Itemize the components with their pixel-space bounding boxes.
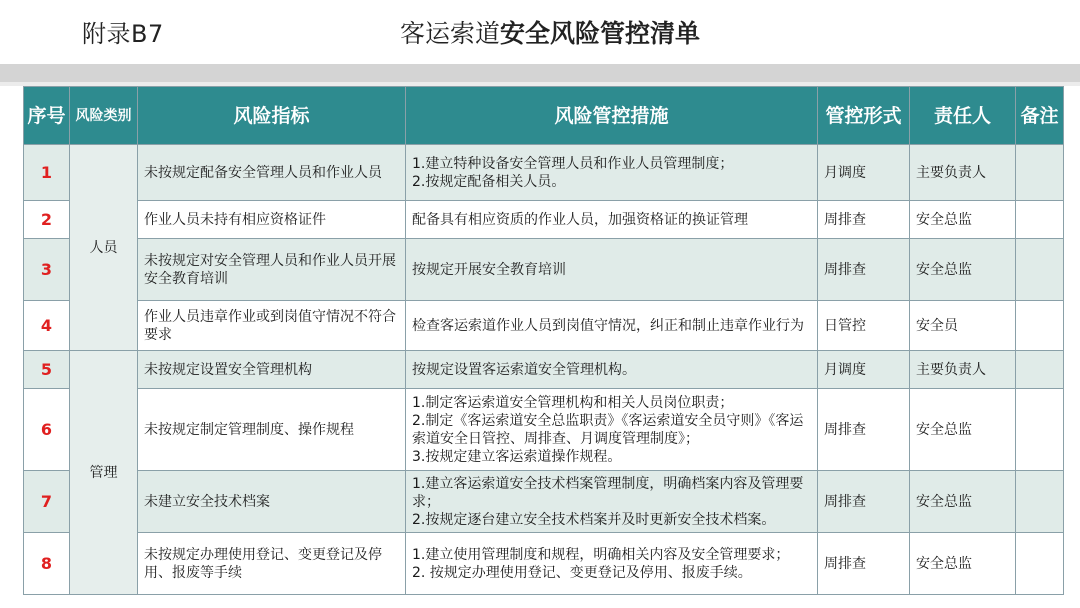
responsible-person: 安全员	[910, 301, 1016, 351]
header-form: 管控形式	[818, 87, 910, 145]
responsible-person: 安全总监	[910, 471, 1016, 533]
measure-line: 按规定开展安全教育培训	[412, 261, 566, 278]
control-form: 周排查	[818, 533, 910, 595]
row-number: 4	[24, 301, 70, 351]
table-row	[24, 201, 1064, 239]
control-form: 日管控	[818, 301, 910, 351]
control-measures	[406, 351, 818, 389]
header-category: 风险类别	[70, 87, 138, 145]
measure-line: 2.按规定逐台建立安全技术档案并及时更新安全技术档案。	[412, 511, 776, 528]
measure-line: 按规定设置客运索道安全管理机构。	[412, 361, 636, 378]
measure-line: 2.制定《客运索道安全总监职责》《客运索道安全员守则》《客运索道安全日管控、周排查、月调度管理制度》；	[412, 412, 804, 447]
table-row	[24, 239, 1064, 301]
control-form: 月调度	[818, 351, 910, 389]
remark-cell	[1016, 301, 1064, 351]
remark-cell	[1016, 471, 1064, 533]
responsible-person: 主要负责人	[910, 351, 1016, 389]
row-number: 5	[24, 351, 70, 389]
table-row	[24, 301, 1064, 351]
responsible-person: 安全总监	[910, 389, 1016, 471]
row-number: 1	[24, 145, 70, 201]
control-measures	[406, 389, 818, 471]
risk-indicator: 未按规定对安全管理人员和作业人员开展安全教育培训	[138, 239, 406, 301]
risk-indicator: 作业人员违章作业或到岗值守情况不符合要求	[138, 301, 406, 351]
risk-indicator: 未按规定制定管理制度、操作规程	[138, 389, 406, 471]
remark-cell	[1016, 201, 1064, 239]
row-number: 3	[24, 239, 70, 301]
responsible-person: 安全总监	[910, 239, 1016, 301]
risk-indicator: 作业人员未持有相应资格证件	[138, 201, 406, 239]
measure-line: 1.建立使用管理制度和规程，明确相关内容及安全管理要求；	[412, 546, 790, 563]
table-header-row	[24, 87, 1064, 145]
risk-control-table	[23, 86, 1064, 595]
responsible-person: 安全总监	[910, 201, 1016, 239]
header-no: 序号	[24, 87, 70, 145]
table-row	[24, 351, 1064, 389]
control-measures	[406, 145, 818, 201]
responsible-person: 安全总监	[910, 533, 1016, 595]
measure-line: 3.按规定建立客运索道操作规程。	[412, 448, 622, 465]
remark-cell	[1016, 533, 1064, 595]
risk-indicator: 未按规定设置安全管理机构	[138, 351, 406, 389]
slide-header	[0, 0, 1080, 64]
control-form: 周排查	[818, 239, 910, 301]
remark-cell	[1016, 351, 1064, 389]
table-row	[24, 533, 1064, 595]
remark-cell	[1016, 239, 1064, 301]
row-number: 6	[24, 389, 70, 471]
row-number: 7	[24, 471, 70, 533]
page-title	[400, 14, 700, 50]
control-measures	[406, 533, 818, 595]
measure-line: 配备具有相应资质的作业人员，加强资格证的换证管理	[412, 211, 748, 228]
risk-indicator: 未按规定配备安全管理人员和作业人员	[138, 145, 406, 201]
header-divider	[0, 64, 1080, 82]
responsible-person: 主要负责人	[910, 145, 1016, 201]
table-row	[24, 145, 1064, 201]
appendix-label: 附录B7	[82, 20, 164, 48]
header-measures: 风险管控措施	[406, 87, 818, 145]
measure-line: 1.建立特种设备安全管理人员和作业人员管理制度；	[412, 155, 734, 172]
measure-line: 1.建立客运索道安全技术档案管理制度，明确档案内容及管理要求；	[412, 475, 804, 510]
table-row	[24, 471, 1064, 533]
header-indicator: 风险指标	[138, 87, 406, 145]
remark-cell	[1016, 389, 1064, 471]
row-number: 2	[24, 201, 70, 239]
measure-line: 2. 按规定办理使用登记、变更登记及停用、报废手续。	[412, 564, 752, 581]
category-cell: 管理	[70, 351, 138, 595]
control-measures	[406, 471, 818, 533]
header-remark: 备注	[1016, 87, 1064, 145]
title-bold: 安全风险管控清单	[500, 19, 701, 48]
control-form: 月调度	[818, 145, 910, 201]
title-normal: 客运索道	[400, 19, 501, 48]
control-measures	[406, 201, 818, 239]
control-measures	[406, 239, 818, 301]
risk-indicator: 未按规定办理使用登记、变更登记及停用、报废等手续	[138, 533, 406, 595]
measure-line: 1.制定客运索道安全管理机构和相关人员岗位职责；	[412, 394, 734, 411]
row-number: 8	[24, 533, 70, 595]
remark-cell	[1016, 145, 1064, 201]
header-responsible: 责任人	[910, 87, 1016, 145]
risk-indicator: 未建立安全技术档案	[138, 471, 406, 533]
measure-line: 2.按规定配备相关人员。	[412, 173, 566, 190]
control-form: 周排查	[818, 471, 910, 533]
control-form: 周排查	[818, 201, 910, 239]
measure-line: 检查客运索道作业人员到岗值守情况，纠正和制止违章作业行为	[412, 317, 804, 334]
category-cell: 人员	[70, 145, 138, 351]
control-measures	[406, 301, 818, 351]
control-form: 周排查	[818, 389, 910, 471]
table-row	[24, 389, 1064, 471]
